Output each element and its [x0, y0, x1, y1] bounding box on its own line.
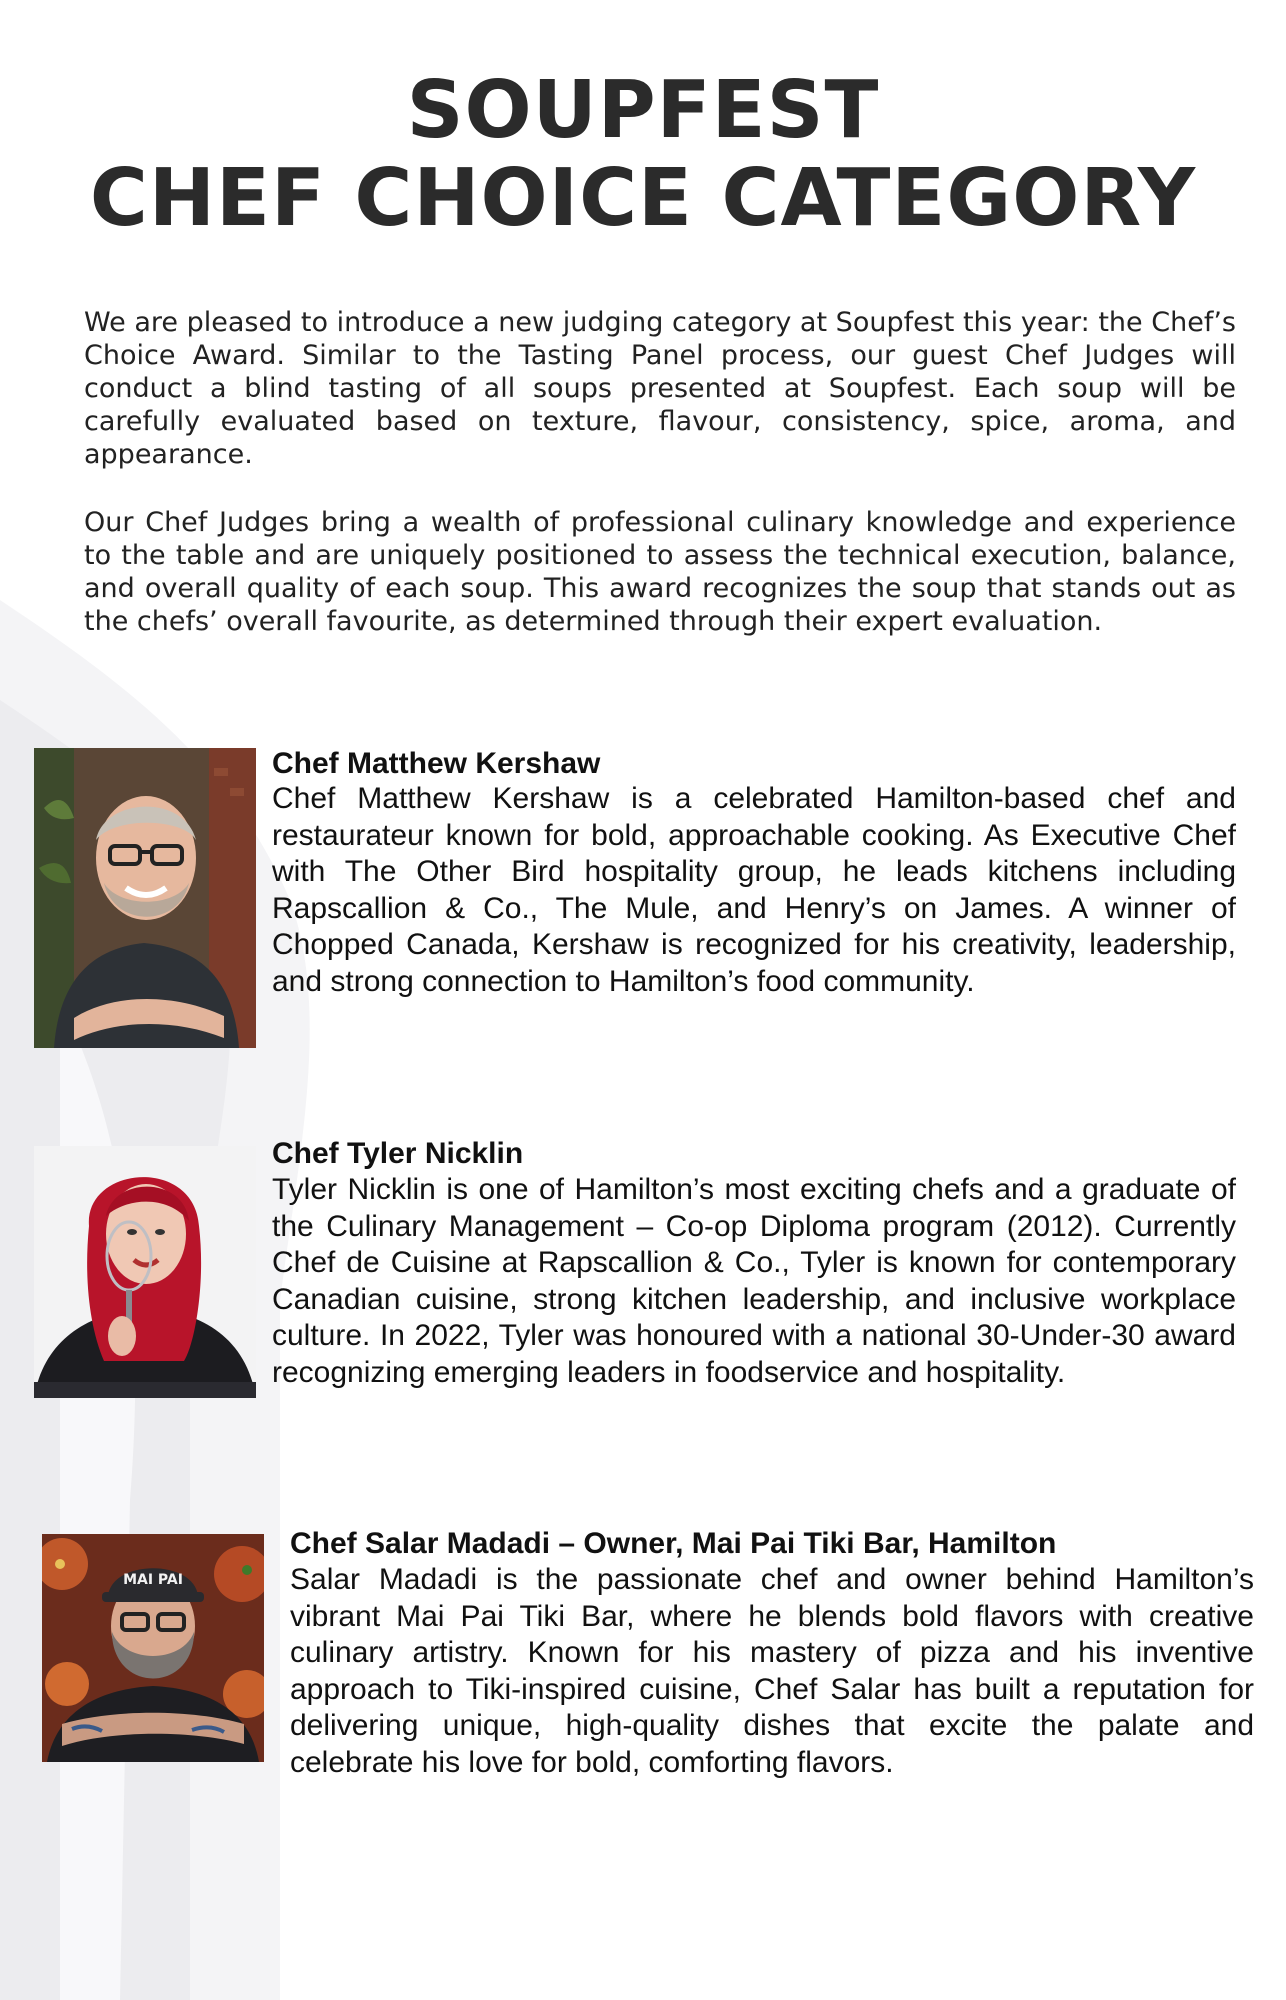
- chef-bio-madadi: Salar Madadi is the passionate chef and owner behind Hamilton’s vibrant Mai Pai Tiki Bar, where he blends bold flavors with creative culinary artistry. Known for his mastery of pizza and his inventive approach to Tiki-inspired cuisine, Chef Salar has built a reputation for delivering unique, high-quality dishes that excite the palate and celebrate his love for bold, comforting flavors.: [290, 1563, 1254, 1779]
- chef-name-kershaw: Chef Matthew Kershaw: [272, 747, 601, 780]
- chef-bio-nicklin: Tyler Nicklin is one of Hamilton’s most exciting chefs and a graduate of the Culinary Management – Co-op Diploma program (2012). Currently Chef de Cuisine at Rapscallion & Co., Tyler is known for contemporary Canadian cuisine, strong kitchen leadership, and inclusive workplace culture. In 2022, Tyler was honoured with a national 30-Under-30 award recognizing emerging leaders in foodservice and hospitality.: [272, 1173, 1236, 1389]
- intro-paragraph-2: Our Chef Judges bring a wealth of professional culinary knowledge and experience to the table and are uniquely positioned to assess the technical execution, balance, and overall quality of each soup. This award recognizes the soup that stands out as the chefs’ overall favourite, as determined through their expert evaluation.: [84, 507, 1236, 637]
- page-title: [0, 66, 1286, 242]
- chef-name-madadi: Chef Salar Madadi – Owner, Mai Pai Tiki Bar, Hamilton: [290, 1527, 1057, 1560]
- cap-logo-text: MAI PAI: [123, 1572, 183, 1588]
- chef-name-nicklin: Chef Tyler Nicklin: [272, 1137, 524, 1170]
- title-line-2: CHEF CHOICE CATEGORY: [89, 152, 1197, 244]
- chef-photo-madadi: [42, 1534, 264, 1762]
- chef-bio-kershaw: Chef Matthew Kershaw is a celebrated Hamilton-based chef and restaurateur known for bold, approachable cooking. As Executive Chef with The Other Bird hospitality group, he leads kitchens including Rapscallion & Co., The Mule, and Henry’s on James. A winner of Chopped Canada, Kershaw is recognized for his creativity, leadership, and strong connection to Hamilton’s food community.: [272, 782, 1236, 998]
- intro-paragraph-1: We are pleased to introduce a new judging category at Soupfest this year: the Chef’s Choice Award. Similar to the Tasting Panel process, our guest Chef Judges will conduct a blind tasting of all soups presented at Soupfest. Each soup will be carefully evaluated based on texture, flavour, consistency, spice, aroma, and appearance.: [84, 307, 1236, 470]
- chef-photo-nicklin: [34, 1146, 256, 1398]
- title-line-1: SOUPFEST: [406, 64, 880, 156]
- chef-photo-kershaw: [34, 748, 256, 1048]
